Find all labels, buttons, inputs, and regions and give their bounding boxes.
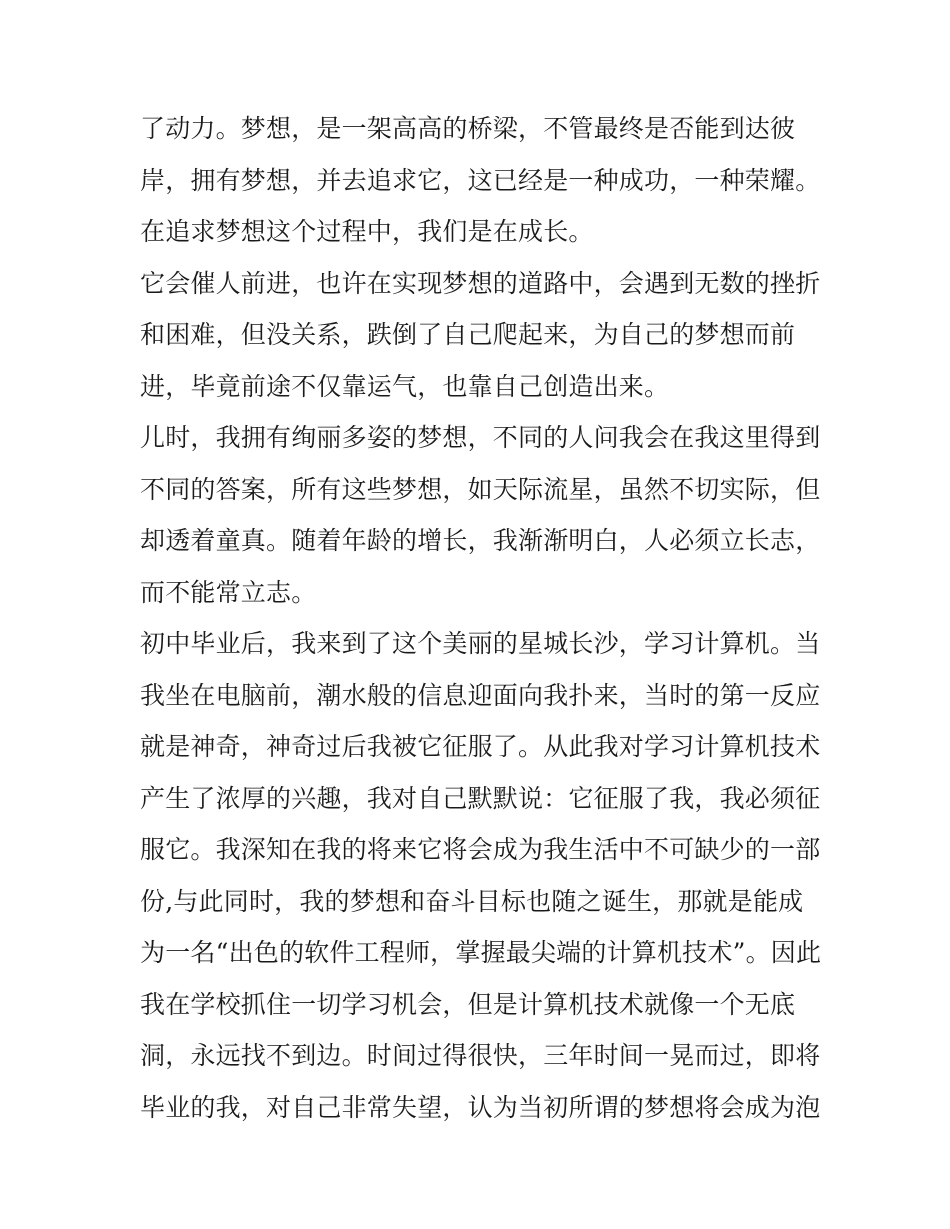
text-line: 却透着童真。随着年龄的增长，我渐渐明白，人必须立长志， xyxy=(140,526,821,555)
text-line: 进，毕竟前途不仅靠运气，也靠自己创造出来。 xyxy=(140,371,670,401)
text-line: 在追求梦想这个过程中，我们是在成长。 xyxy=(140,217,594,246)
text-line: 初中毕业后，我来到了这个美丽的星城长沙，学习计算机。当 xyxy=(140,629,821,658)
text-line: 毕业的我，对自己非常失望，认为当初所谓的梦想将会成为泡 xyxy=(140,1092,821,1122)
text-line: 我在学校抓住一切学习机会，但是计算机技术就像一个无底 xyxy=(140,989,796,1019)
document-body xyxy=(140,103,820,1133)
text-line: 儿时，我拥有绚丽多姿的梦想，不同的人问我会在我这里得到 xyxy=(140,423,821,452)
text-line: 洞，永远找不到边。时间过得很快，三年时间一晃而过，即将 xyxy=(140,1041,821,1070)
text-line: 为一名“出色的软件工程师，掌握最尖端的计算机技术”。因此 xyxy=(140,938,822,967)
text-line: 我坐在电脑前，潮水般的信息迎面向我扑来，当时的第一反应 xyxy=(140,680,821,710)
text-line: 它会催人前进，也许在实现梦想的道路中，会遇到无数的挫折 xyxy=(140,268,821,298)
text-line: 就是神奇，神奇过后我被它征服了。从此我对学习计算机技术 xyxy=(140,732,821,761)
text-line: 产生了浓厚的兴趣，我对自己默默说：它征服了我，我必须征 xyxy=(140,783,821,813)
text-line: 而不能常立志。 xyxy=(140,577,317,607)
text-line: 份,与此同时，我的梦想和奋斗目标也随之诞生，那就是能成 xyxy=(140,886,804,916)
text-line: 不同的答案，所有这些梦想，如天际流星，虽然不切实际，但 xyxy=(140,474,821,504)
text-line: 和困难，但没关系，跌倒了自己爬起来，为自己的梦想而前 xyxy=(140,320,796,349)
text-line: 服它。我深知在我的将来它将会成为我生活中不可缺少的一部 xyxy=(140,835,821,864)
text-line: 岸，拥有梦想，并去追求它，这已经是一种成功，一种荣耀。 xyxy=(140,165,821,195)
text-line: 了动力。梦想，是一架高高的桥梁，不管最终是否能到达彼 xyxy=(140,114,796,143)
